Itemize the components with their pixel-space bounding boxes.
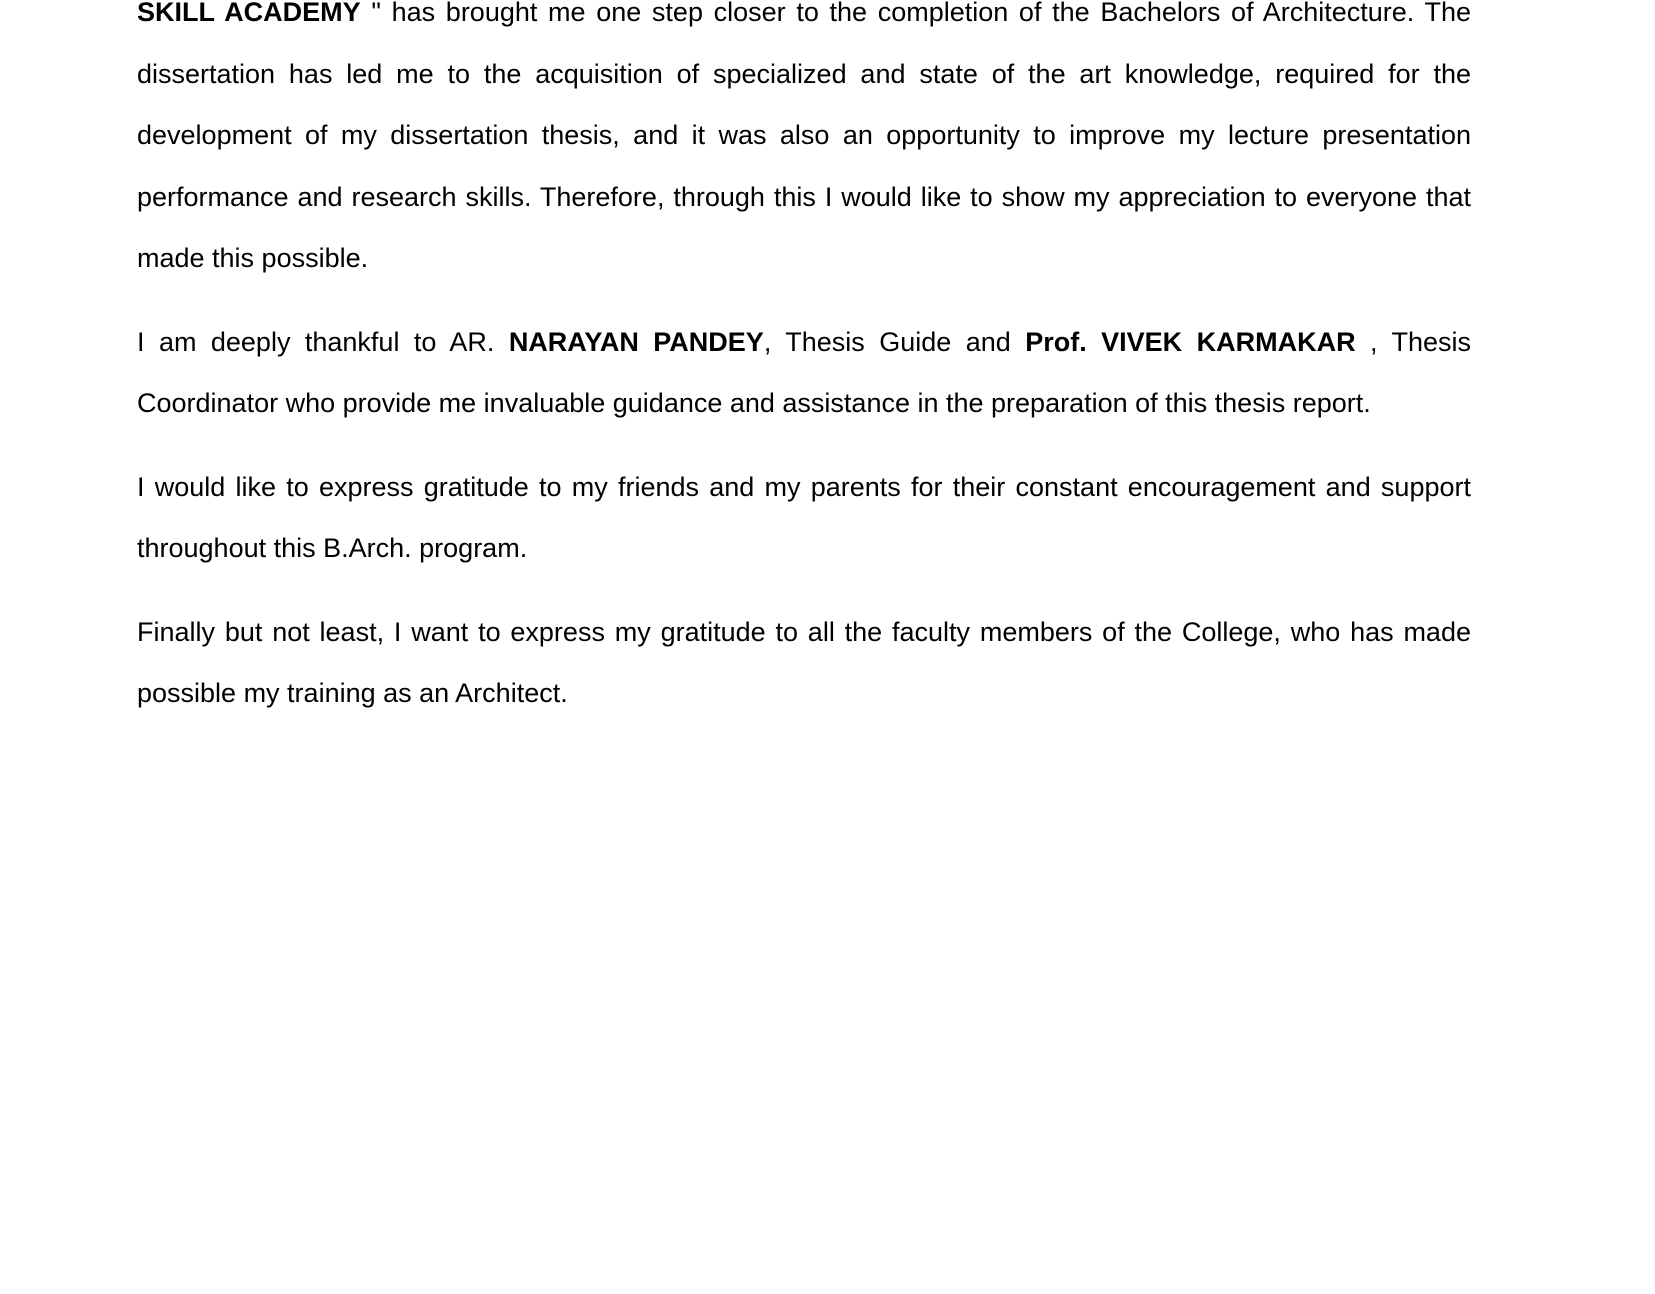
paragraph-middle: , Thesis Guide and — [763, 326, 1026, 357]
paragraph-text: Finally but not least, I want to express my gratitude to all the faculty members of the College, who has made possible my training as an Architect. — [137, 616, 1471, 708]
document-page — [137, 0, 1471, 747]
paragraph-thanks-faculty — [137, 602, 1471, 725]
paragraph-text: I would like to express gratitude to my friends and my parents for their constant encouragement and support throughout this B.Arch. program. — [137, 471, 1471, 563]
paragraph-dissertation — [137, 0, 1471, 290]
paragraph-thanks-family — [137, 457, 1471, 580]
paragraph-end: , Thesis Coordinator who provide me invaluable guidance and assistance in the preparation of this thesis report. — [137, 326, 1472, 418]
coordinator-name: Prof. VIVEK KARMAKAR — [1025, 326, 1356, 357]
paragraph-thanks-guide — [137, 312, 1471, 435]
paragraph-text: " has brought me one step closer to the completion of the Bachelors of Architecture. The dissertation has led me to the acquisition of specialized and state of the art knowledge, required for the development of my dissertation thesis, and it was also an opportunity to improve my lecture presentation performance and research skills. Therefore, through this I would like to show my appreciation to everyone that made this possible. — [137, 0, 1472, 273]
paragraph-intro: I am deeply thankful to AR. — [137, 326, 509, 357]
guide-name: NARAYAN PANDEY — [508, 326, 764, 357]
institution-name: SKILL ACADEMY — [137, 0, 361, 27]
